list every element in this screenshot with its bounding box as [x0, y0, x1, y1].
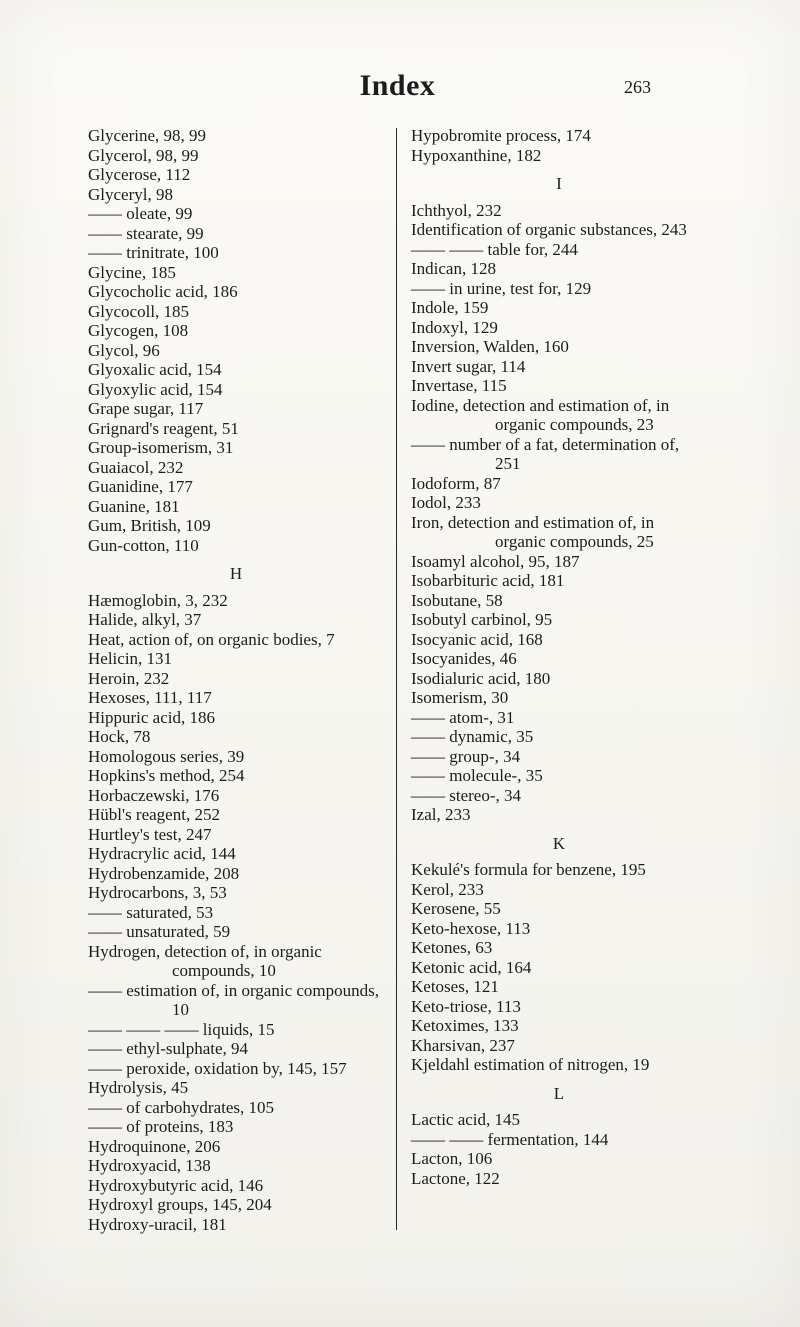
- index-entry: Glycol, 96: [88, 340, 160, 360]
- index-entry: Lactone, 122: [411, 1168, 500, 1188]
- section-letter: I: [556, 174, 562, 193]
- index-entry: —— trinitrate, 100: [88, 243, 219, 262]
- column-divider-rule: [396, 128, 397, 1230]
- index-entry: Helicin, 131: [88, 649, 173, 668]
- index-entry: —— —— table for, 244: [411, 239, 578, 259]
- index-entry: —— oleate, 99: [88, 204, 193, 223]
- page-title: Index: [359, 69, 436, 102]
- index-entry: Glycogen, 108: [88, 321, 189, 340]
- index-entry: Hæmoglobin, 3, 232: [88, 590, 228, 610]
- index-columns: [88, 126, 800, 1234]
- index-entry: Glycerine, 98, 99: [88, 126, 207, 145]
- index-entry: Isobutyl carbinol, 95: [411, 610, 553, 629]
- index-entry: Identification of organic substances, 243: [411, 220, 687, 239]
- index-entry: —— of proteins, 183: [88, 1117, 234, 1136]
- index-entry: Group-isomerism, 31: [88, 438, 234, 457]
- index-entry: —— estimation of, in organic compounds, 10: [88, 980, 380, 1019]
- index-entry: Iron, detection and estimation of, in organic compounds, 25: [411, 512, 655, 551]
- index-entry: Iodoform, 87: [411, 473, 501, 493]
- index-entry: Hippuric acid, 186: [88, 707, 215, 727]
- index-entry: Isodialuric acid, 180: [411, 668, 551, 688]
- index-entry: —— group-, 34: [411, 746, 521, 766]
- index-entry: Kerol, 233: [411, 879, 484, 899]
- index-entry: —— saturated, 53: [88, 902, 214, 922]
- index-entry: Guaiacol, 232: [88, 457, 184, 477]
- index-entry: Isoamyl alcohol, 95, 187: [411, 551, 580, 571]
- index-entry: Kekulé's formula for benzene, 195: [411, 860, 646, 879]
- index-entry: Indican, 128: [411, 259, 496, 278]
- index-entry: Hydroxy-uracil, 181: [88, 1214, 227, 1234]
- index-entry: Kerosene, 55: [411, 899, 501, 918]
- index-entry: Gum, British, 109: [88, 516, 211, 535]
- index-entry: Hydrolysis, 45: [88, 1078, 189, 1097]
- index-entry: Glycerose, 112: [88, 165, 191, 184]
- index-entry: —— stearate, 99: [88, 223, 204, 243]
- index-entry: Indole, 159: [411, 298, 489, 317]
- index-entry: —— —— fermentation, 144: [411, 1129, 609, 1149]
- index-entry: Inversion, Walden, 160: [411, 337, 569, 356]
- index-entry: Invert sugar, 114: [411, 356, 526, 376]
- section-letter: K: [552, 833, 566, 853]
- index-entry: Guanine, 181: [88, 496, 180, 516]
- index-entry: Heroin, 232: [88, 668, 170, 688]
- index-entry: Ketoximes, 133: [411, 1016, 519, 1035]
- index-entry: Isobarbituric acid, 181: [411, 571, 565, 590]
- index-entry: Hydrogen, detection of, in organic compounds, 10: [88, 941, 322, 980]
- index-entry: Homologous series, 39: [88, 746, 245, 766]
- index-entry: Kjeldahl estimation of nitrogen, 19: [411, 1055, 650, 1074]
- index-entry: Kharsivan, 237: [411, 1035, 515, 1055]
- index-entry: —— in urine, test for, 129: [411, 278, 592, 298]
- index-entry: Indoxyl, 129: [411, 317, 498, 337]
- index-entry: —— peroxide, oxidation by, 145, 157: [88, 1058, 347, 1078]
- index-entry: —— molecule-, 35: [411, 766, 543, 785]
- index-entry: —— —— —— liquids, 15: [88, 1019, 275, 1039]
- index-entry: Iodol, 233: [411, 493, 481, 512]
- index-entry: Isocyanides, 46: [411, 649, 517, 668]
- index-entry: Isobutane, 58: [411, 590, 503, 610]
- index-entry: Izal, 233: [411, 805, 471, 824]
- index-entry: Iodine, detection and estimation of, in organic compounds, 23: [411, 395, 670, 434]
- index-column-left: [88, 126, 384, 1234]
- index-entry: Invertase, 115: [411, 376, 507, 395]
- index-entry: Halide, alkyl, 37: [88, 610, 202, 629]
- index-entry: —— ethyl-sulphate, 94: [88, 1039, 249, 1058]
- index-entry: Ketonic acid, 164: [411, 957, 532, 977]
- index-entry: Heat, action of, on organic bodies, 7: [88, 629, 335, 649]
- page-header: [88, 68, 707, 112]
- page-number: 263: [624, 77, 651, 97]
- index-entry: —— of carbohydrates, 105: [88, 1097, 275, 1117]
- index-entry: Lactic acid, 145: [411, 1110, 521, 1129]
- index-entry: Glycocholic acid, 186: [88, 282, 238, 301]
- section-letter: H: [229, 564, 243, 583]
- index-entry: —— stereo-, 34: [411, 785, 522, 805]
- index-entry: Lacton, 106: [411, 1149, 493, 1168]
- index-entry: Isocyanic acid, 168: [411, 629, 543, 649]
- index-entry: Hexoses, 111, 117: [88, 688, 212, 707]
- index-entry: Glycocoll, 185: [88, 301, 190, 321]
- section-letter: L: [553, 1083, 565, 1103]
- index-entry: —— dynamic, 35: [411, 727, 534, 746]
- index-entry: Hydracrylic acid, 144: [88, 844, 236, 863]
- index-entry: Hydroquinone, 206: [88, 1136, 221, 1156]
- index-entry: Glyoxalic acid, 154: [88, 360, 222, 379]
- index-entry: —— number of a fat, determination of, 251: [411, 434, 680, 473]
- index-entry: Hurtley's test, 247: [88, 824, 212, 844]
- index-entry: Hübl's reagent, 252: [88, 805, 220, 824]
- index-entry: —— atom-, 31: [411, 707, 515, 727]
- index-entry: Glycerol, 98, 99: [88, 145, 199, 165]
- index-entry: Isomerism, 30: [411, 688, 509, 707]
- index-entry: Hydrobenzamide, 208: [88, 863, 240, 883]
- index-entry: Glyoxylic acid, 154: [88, 379, 223, 399]
- index-entry: Keto-hexose, 113: [411, 918, 531, 938]
- index-entry: Glyceryl, 98: [88, 184, 173, 204]
- index-entry: Hopkins's method, 254: [88, 766, 245, 785]
- index-entry: Horbaczewski, 176: [88, 785, 220, 805]
- index-column-right: [411, 126, 707, 1234]
- index-entry: —— unsaturated, 59: [88, 922, 231, 941]
- index-entry: Grape sugar, 117: [88, 399, 204, 418]
- index-entry: Ichthyol, 232: [411, 200, 502, 220]
- index-entry: Hydroxybutyric acid, 146: [88, 1175, 264, 1195]
- index-entry: Hydroxyl groups, 145, 204: [88, 1195, 272, 1214]
- index-entry: Hydrocarbons, 3, 53: [88, 883, 227, 902]
- index-entry: Ketones, 63: [411, 938, 493, 957]
- index-entry: Hydroxyacid, 138: [88, 1156, 211, 1175]
- index-entry: Hypoxanthine, 182: [411, 145, 542, 165]
- index-entry: Gun-cotton, 110: [88, 535, 199, 555]
- index-entry: Glycine, 185: [88, 262, 176, 282]
- index-entry: Grignard's reagent, 51: [88, 418, 239, 438]
- index-entry: Hock, 78: [88, 727, 151, 746]
- index-entry: Guanidine, 177: [88, 477, 193, 496]
- index-entry: Keto-triose, 113: [411, 996, 521, 1016]
- index-entry: Hypobromite process, 174: [411, 126, 591, 145]
- index-entry: Ketoses, 121: [411, 977, 499, 996]
